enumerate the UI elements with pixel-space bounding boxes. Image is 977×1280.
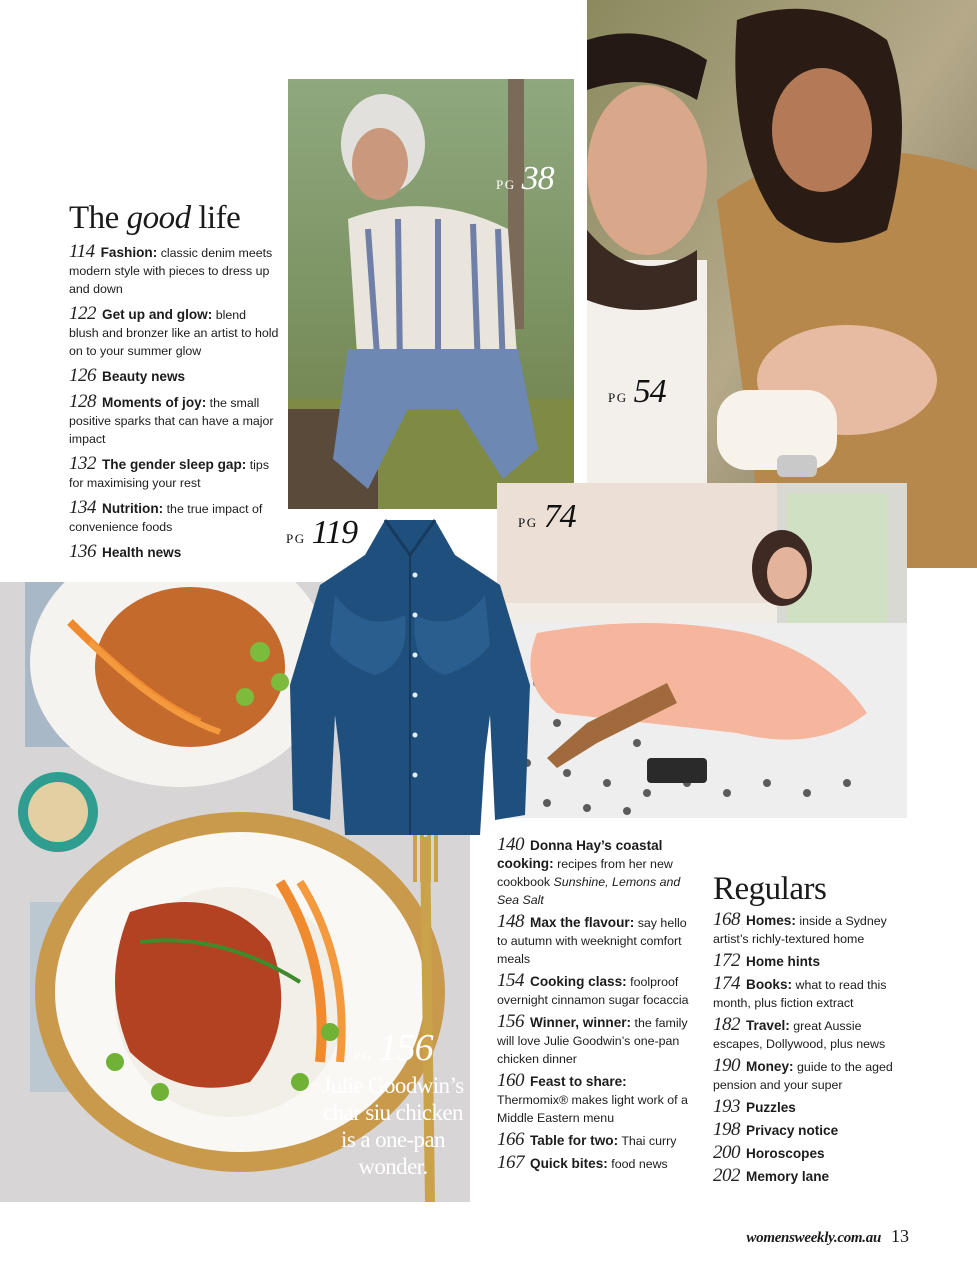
toc-entry-172[interactable]: 172 Home hints — [713, 950, 821, 971]
toc-entry-182[interactable]: 182 Travel: great Aussie escapes, Dollywood, plus news — [713, 1014, 886, 1051]
toc-entry-140[interactable]: 140 Donna Hay’s coastal cooking: recipes from her new cookbook Sunshine, Lemons and Sea Salt — [497, 834, 681, 907]
toc-entry-128[interactable]: 128 Moments of joy: the small positive sparks that can have a major impact — [69, 391, 274, 446]
toc-entry-167[interactable]: 167 Quick bites: food news — [497, 1152, 668, 1173]
toc-entry-114[interactable]: 114 Fashion: classic denim meets modern style with pieces to dress up and down — [69, 241, 273, 296]
toc-entry-136[interactable]: 136 Health news — [69, 541, 182, 562]
toc-entry-148[interactable]: 148 Max the flavour: say hello to autumn with weeknight comfort meals — [497, 911, 687, 966]
denim-shirt-photo — [285, 515, 535, 845]
toc-entry-193[interactable]: 193 Puzzles — [713, 1096, 796, 1117]
page-footer — [746, 1226, 909, 1247]
page-ref-54[interactable]: PG 54 — [608, 373, 666, 410]
toc-entry-126[interactable]: 126 Beauty news — [69, 365, 186, 386]
toc-entry-168[interactable]: 168 Homes: inside a Sydney artist’s richly-textured home — [713, 909, 887, 946]
toc-entry-166[interactable]: 166 Table for two: Thai curry — [497, 1129, 677, 1150]
good-life-title: The good life — [69, 200, 241, 236]
woman-portrait-photo — [288, 79, 574, 509]
good-life-contents — [69, 243, 279, 569]
page-ref-119[interactable]: PG 119 — [286, 514, 358, 551]
regulars-contents — [713, 911, 913, 1190]
toc-entry-174[interactable]: 174 Books: what to read this month, plus fiction extract — [713, 973, 887, 1010]
page-ref-38[interactable]: PG 38 — [496, 160, 554, 197]
toc-entry-200[interactable]: 200 Horoscopes — [713, 1142, 825, 1163]
toc-entry-202[interactable]: 202 Memory lane — [713, 1165, 830, 1186]
page-ref-156[interactable]: PG 156 — [353, 1027, 433, 1069]
toc-entry-160[interactable]: 160 Feast to share: Thermomix® makes light work of a Middle Eastern menu — [497, 1070, 688, 1125]
page-number: 13 — [891, 1226, 909, 1246]
regulars-title: Regulars — [713, 871, 827, 907]
food-contents — [497, 836, 692, 1177]
toc-entry-190[interactable]: 190 Money: guide to the aged pension and your super — [713, 1055, 893, 1092]
toc-entry-122[interactable]: 122 Get up and glow: blend blush and bronzer like an artist to hold on to your summer glow — [69, 303, 279, 358]
food-caption: Julie Goodwin’s char siu chicken is a one-pan wonder. — [322, 1073, 464, 1179]
toc-entry-134[interactable]: 134 Nutrition: the true impact of convenience foods — [69, 497, 263, 534]
toc-entry-132[interactable]: 132 The gender sleep gap: tips for maximising your rest — [69, 453, 270, 490]
toc-entry-154[interactable]: 154 Cooking class: foolproof overnight cinnamon sugar focaccia — [497, 970, 689, 1007]
page-ref-74[interactable]: PG 74 — [518, 498, 576, 535]
toc-entry-156[interactable]: 156 Winner, winner: the family will love Julie Goodwin’s one-pan chicken dinner — [497, 1011, 688, 1066]
toc-entry-198[interactable]: 198 Privacy notice — [713, 1119, 839, 1140]
website-link[interactable]: womensweekly.com.au — [746, 1230, 881, 1246]
